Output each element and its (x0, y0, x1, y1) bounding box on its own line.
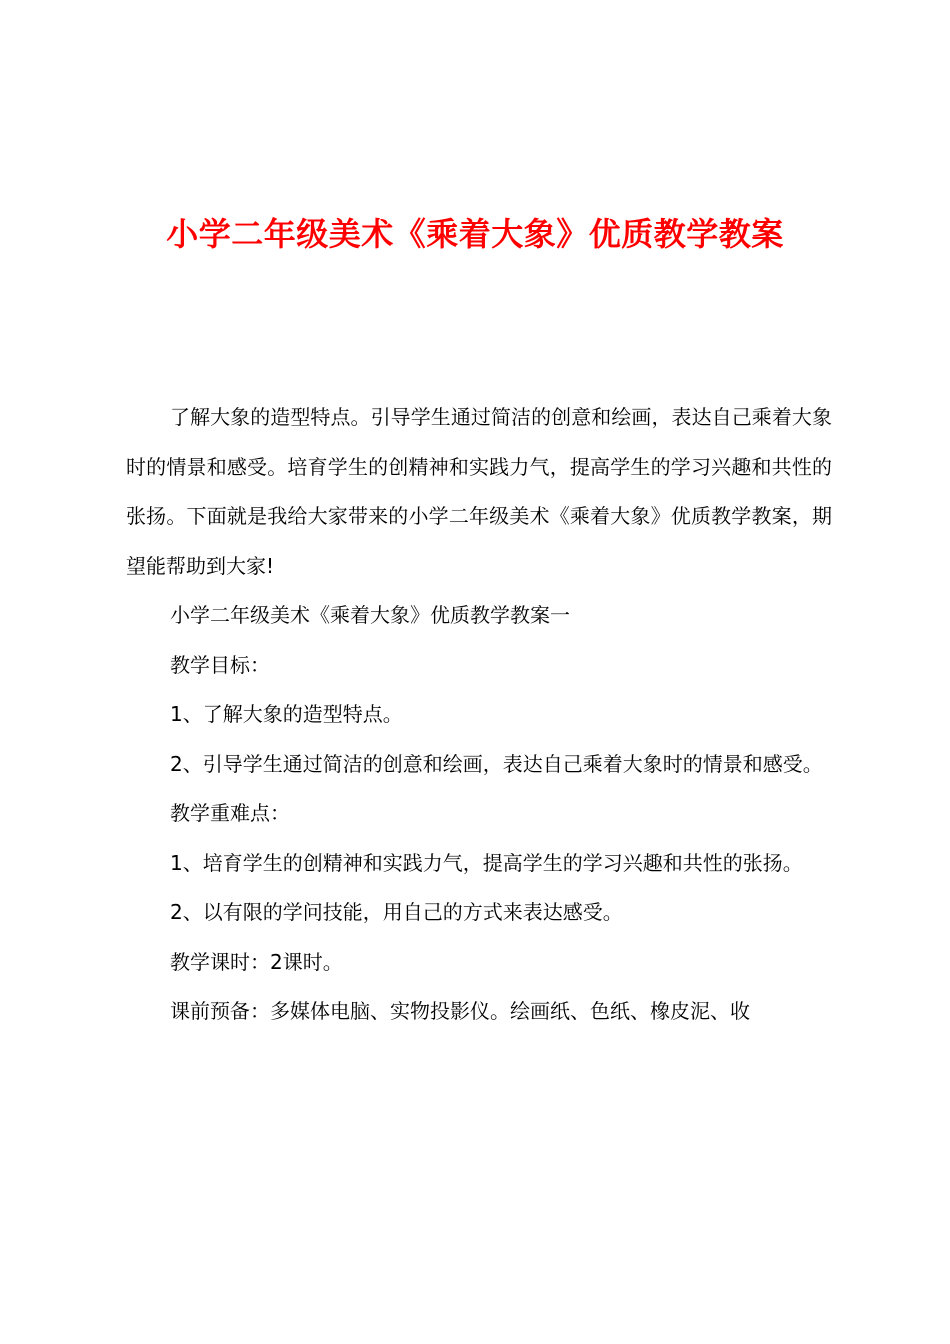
class-hours-line: 教学课时：2课时。 (170, 949, 343, 974)
preparation-line: 课前预备：多媒体电脑、实物投影仪。绘画纸、色纸、橡皮泥、收 (170, 999, 750, 1023)
key-points-heading: 教学重难点： (170, 801, 290, 825)
key-point-item-1: 1、培育学生的创精神和实践力气，提高学生的学习兴趣和共性的张扬。 (170, 850, 803, 875)
document-title: 小学二年级美术《乘着大象》优质教学教案 (166, 215, 784, 253)
section-heading-plan-one: 小学二年级美术《乘着大象》优质教学教案一 (170, 603, 570, 627)
goal-item-1: 1、了解大象的造型特点。 (170, 702, 403, 726)
document-body (126, 393, 832, 1037)
teaching-goals-heading: 教学目标： (170, 652, 270, 677)
intro-paragraph: 了解大象的造型特点。引导学生通过简洁的创意和绘画，表达自己乘着大象时的情景和感受。培育学生的创精神和实践力气，提高学生的学习兴趣和共性的张扬。下面就是我给大家带来的小学二年级美术《乘着大象》优质教学教案，期望能帮助到大家! (126, 405, 832, 578)
goal-item-2: 2、引导学生通过简洁的创意和绘画，表达自己乘着大象时的情景和感受。 (170, 751, 823, 776)
key-point-item-2: 2、以有限的学问技能，用自己的方式来表达感受。 (170, 900, 623, 924)
